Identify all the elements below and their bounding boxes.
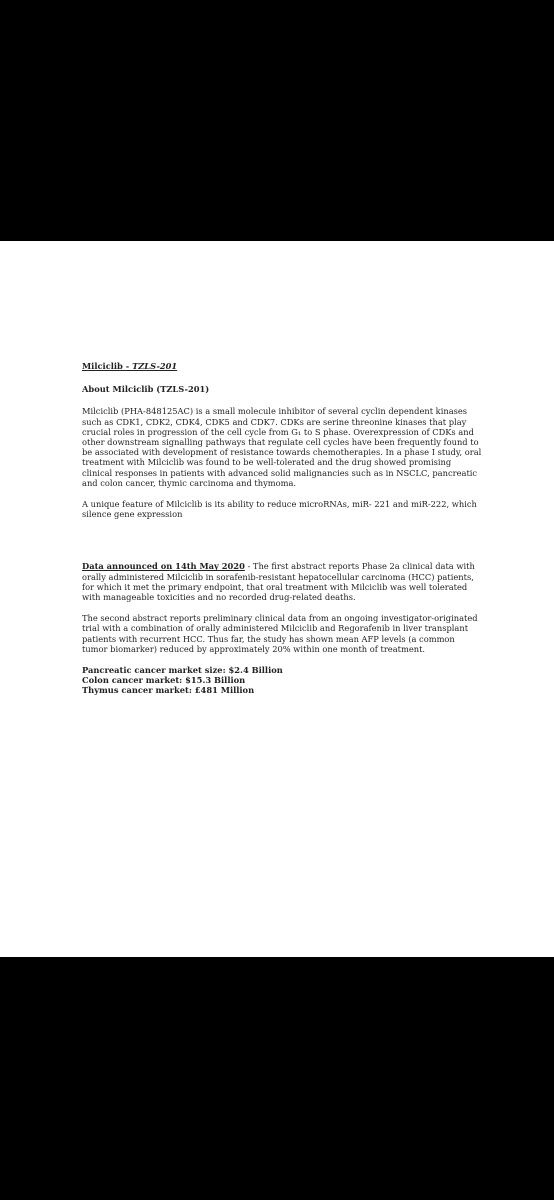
- about-heading: About Milciclib (TZLS-201): [82, 384, 210, 395]
- market-pancreatic: Pancreatic cancer market size: $2.4 Billion: [82, 665, 283, 676]
- title-code: TZLS-201: [132, 361, 178, 371]
- document-body: [82, 361, 482, 696]
- second-abstract-paragraph: The second abstract reports preliminary clinical data from an ongoing investigator-originated trial with a combination of orally administered Milciclib and Regorafenib in liver transplant patients with recurrent HCC. Thus far, the study has shown mean AFP levels (a common tumor biomarker) reduced by approximately 20% within one month of treatment.: [82, 613, 478, 654]
- data-announcement-paragraph: [82, 561, 482, 602]
- title-prefix: Milciclib -: [82, 361, 133, 371]
- intro-paragraph: Milciclib (PHA-848125AC) is a small molecule inhibitor of several cyclin dependent kinases such as CDK1, CDK2, CDK4, CDK5 and CDK7. CDKs are serine threonine kinases that play crucial roles in progression of the cell cycle from G₁ to S phase. Overexpression of CDKs and other downstream signalling pathways that regulate cell cycles have been frequently found to be associated with development of resistance towards chemotherapies. In a phase I study, oral treatment with Milciclib was found to be well-tolerated and the drug showed promising clinical responses in patients with advanced solid malignancies such as in NSCLC, pancreatic and colon cancer, thymic carcinoma and thymoma.: [82, 406, 482, 488]
- top-black-band: [0, 0, 554, 241]
- market-colon: Colon cancer market: $15.3 Billion: [82, 675, 246, 686]
- microrna-paragraph: A unique feature of Milciclib is its ability to reduce microRNAs, miR- 221 and miR-222, which silence gene expression: [82, 499, 477, 520]
- market-thymus: Thymus cancer market: £481 Million: [82, 685, 255, 696]
- document-title: [82, 361, 482, 371]
- bottom-black-band: [0, 957, 554, 1200]
- section-spacer: [82, 530, 482, 561]
- data-announcement-lead: Data announced on 14th May 2020: [82, 561, 245, 572]
- document-page: [0, 241, 554, 957]
- data-announcement-text: - The first abstract reports Phase 2a clinical data with orally administered Milciclib in sorafenib-resistant hepatocellular carcinoma (HCC) patients, for which it met the primary endpoint, that oral treatment with Milciclib was well tolerated with manageable toxicities and no recorded drug-related deaths.: [82, 561, 475, 603]
